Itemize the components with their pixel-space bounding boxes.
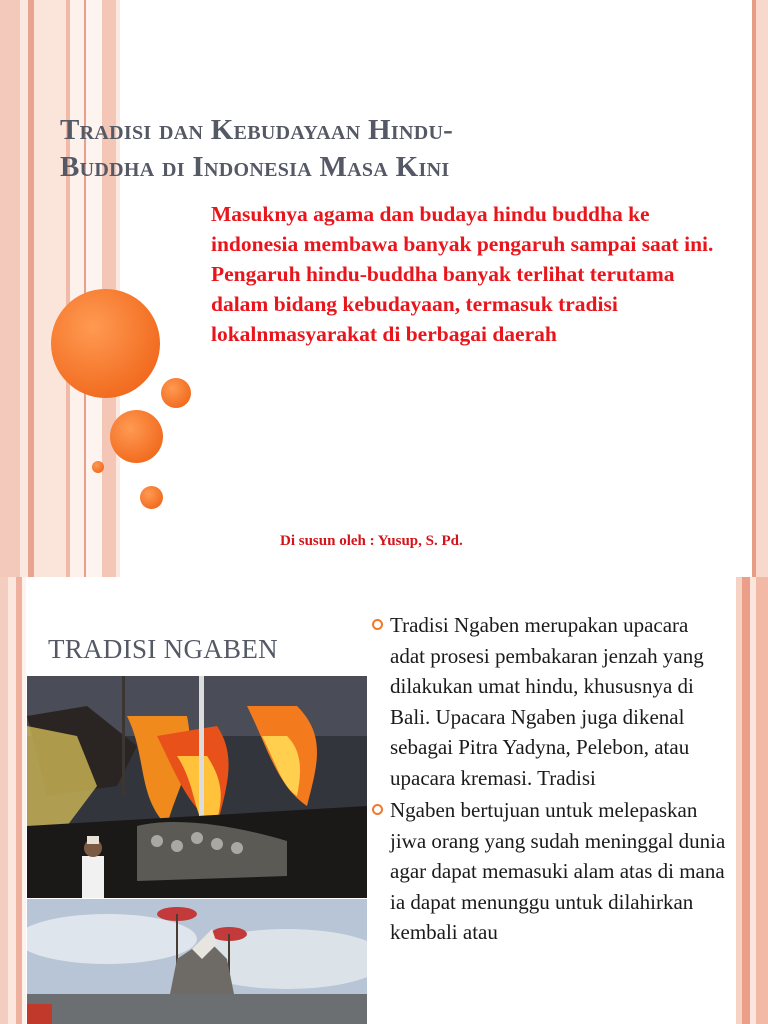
slide-title-line-1: Tradisi dan Kebudayaan Hindu- (60, 114, 454, 146)
author-credit: Di susun oleh : Yusup, S. Pd. (280, 533, 463, 549)
decorative-circle-small (161, 378, 191, 408)
decorative-stripe (756, 577, 768, 1024)
decorative-stripe (756, 0, 768, 577)
decorative-stripe (34, 0, 66, 577)
bullet-ring-icon (372, 619, 383, 630)
decorative-stripe (70, 0, 84, 577)
slide-title-line-2: Buddha di Indonesia Masa Kini (60, 151, 450, 183)
decorative-stripe (8, 577, 16, 1024)
ngaben-procession-illustration (27, 899, 367, 1024)
decorative-circle-small (140, 486, 163, 509)
slide-title (60, 112, 700, 186)
decorative-stripe (0, 0, 20, 577)
decorative-circle-large (51, 289, 160, 398)
bullet-text: Tradisi Ngaben merupakan upacara adat prosesi pembakaran jenzah yang dilakukan umat hindu, khususnya di Bali. Upacara Ngaben juga dikenal sebagai Pitra Yadyna, Pelebon, atau upacara kremasi. Tradisi (390, 613, 704, 790)
bullet-item (372, 610, 727, 793)
decorative-stripe (20, 0, 28, 577)
decorative-circle-medium (110, 410, 163, 463)
slide-subtitle-text: Masuknya agama dan budaya hindu buddha ke indonesia membawa banyak pengaruh sampai saat ini. Pengaruh hindu-buddha banyak terlihat terutama dalam bidang kebudayaan, termasuk tradisi lokalnmasyarakat di berbagai daerah (211, 202, 714, 346)
content-slide (0, 577, 768, 1024)
decorative-circle-tiny (92, 461, 104, 473)
decorative-stripe (22, 577, 26, 1024)
decorative-stripe (0, 577, 8, 1024)
decorative-stripe (742, 577, 750, 1024)
bullet-text: Ngaben bertujuan untuk melepaskan jiwa orang yang sudah meninggal dunia agar dapat memasuki alam atas di mana ia dapat menunggu untuk dilahirkan kembali atau (390, 798, 726, 944)
ngaben-fire-illustration (27, 676, 367, 898)
bullet-list (372, 610, 727, 950)
slide-title: TRADISI NGABEN (48, 634, 278, 664)
bullet-ring-icon (372, 804, 383, 815)
ngaben-fire-photo (27, 676, 367, 898)
decorative-stripe (116, 0, 120, 577)
bullet-item (372, 795, 727, 948)
ngaben-procession-photo (27, 899, 367, 1024)
